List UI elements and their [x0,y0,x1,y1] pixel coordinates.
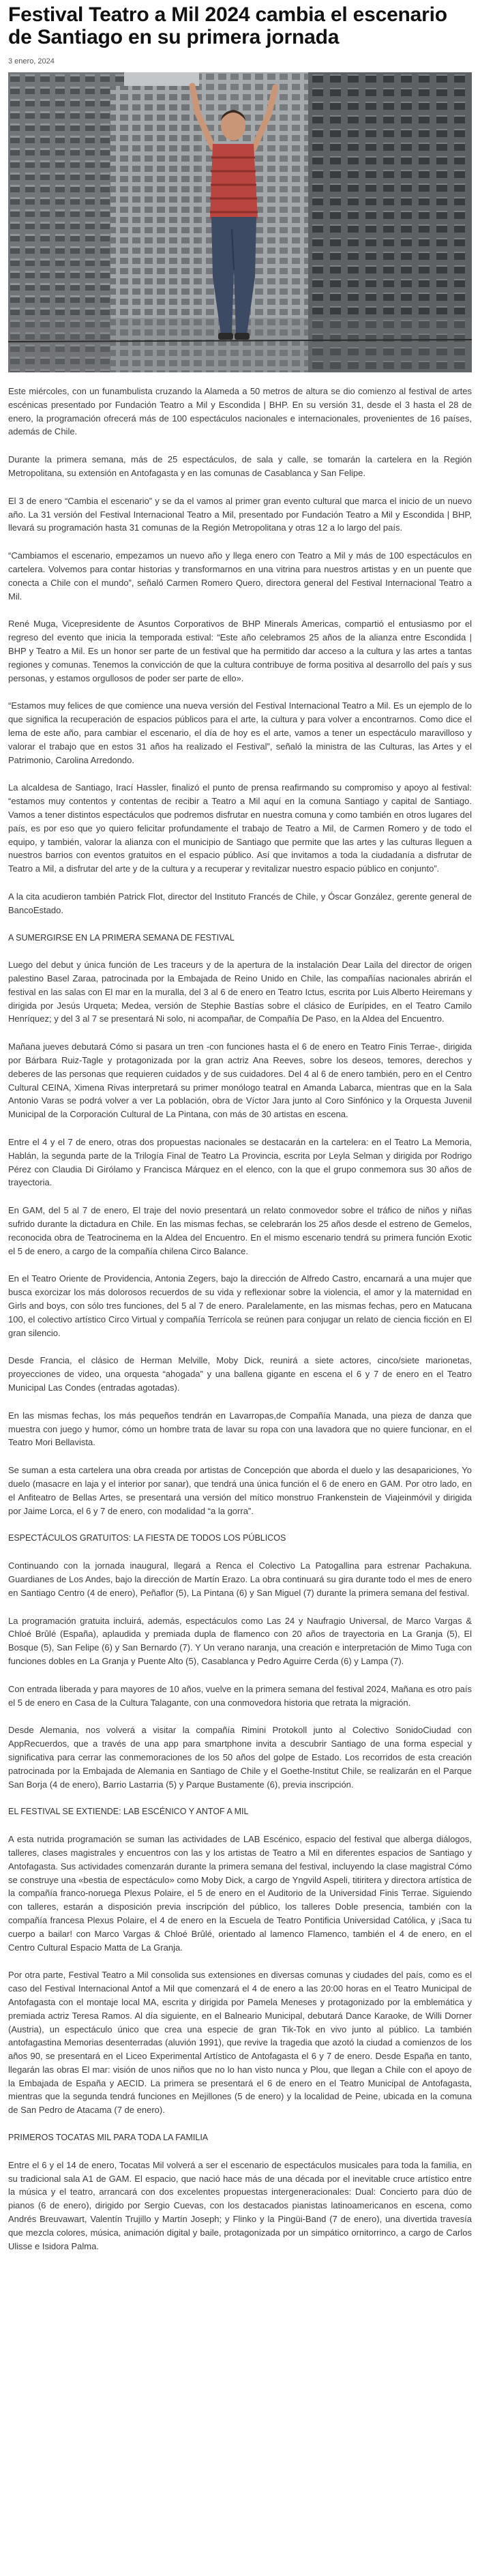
article-date: 3 enero, 2024 [8,57,55,65]
article-paragraph: La programación gratuita incluirá, además, espectáculos como Las 24 y Naufragio Universal, de Marco Vargas & Chloé Brûlé (España), aplaudida y premiada dupla de flamenco con 20 años de trayectoria en La Granja (5), El Bosque (5), San Felipe (6) y San Bernardo (7). Y Un verano naranja, una creación e interpretación de Mimo Tuga con funciones dobles en La Granja y Puente Alto (5), Casablanca y Pedro Aguirre Cerda (6) y Lampa (7). [8,1615,472,1666]
article-paragraph: La alcaldesa de Santiago, Irací Hassler, finalizó el punto de prensa reafirmando su compromiso y apoyo al festival: “estamos muy contentos y contentas de recibir a Teatro a Mil aquí en la comuna Santiago y capital de Santiago. Vamos a tener distintos espectáculos que podremos disfrutar en nuestra comuna y como también en otros lugares del país, es por eso que yo quiero felicitar profundamente el trabajo de Teatro a Mil, de Carmen Romero y de todo el equipo, y también, valorar la alianza con el municipio de Santiago que permite que las artes y las culturas lleguen a nuestros barrios con eventos gratuitos en el espacio público. Así que invitamos a toda la ciudadanía a disfrutar de Teatro a Mil, a disfrutar del arte y de la cultura y a recuperar y revitalizar nuestro espacio público en conjunto”. [8,782,472,874]
article-paragraph: “Cambiamos el escenario, empezamos un nuevo año y llega enero con Teatro a Mil y más de 100 espectáculos en cartelera. Volvemos para contar historias y transformarnos en una vitrina para nuestros artistas y en un puente que conecta a Chile con el mundo”, señaló Carmen Romero Quero, directora general del Festival Internacional Teatro a Mil. [8,550,472,602]
article-paragraph: A la cita acudieron también Patrick Flot, director del Instituto Francés de Chile, y Óscar González, gerente general de BancoEstado. [8,891,472,915]
article-paragraph: Con entrada liberada y para mayores de 10 años, vuelve en la primera semana del festival 2024, Mañana es otro país el 5 de enero en Casa de la Cultura Talagante, con una conmovedora historia que retrata la migración. [8,1683,472,1708]
section-heading: ESPECTÁCULOS GRATUITOS: LA FIESTA DE TODOS LOS PÚBLICOS [8,1533,286,1543]
article-paragraph: Luego del debut y única función de Les traceurs y de la apertura de la instalación Dear Laila del director de origen palestino Basel Zaraa, patrocinada por la Embajada de Reino Unido en Chile, las compañías nacionales abrirán el festival en las salas con El mar en la muralla, del 3 al 6 de enero en Teatro Ictus, escrita por Luis Alberto Heiremans y dirigida por Jesús Urqueta; Medea, versión de Stephie Bastías sobre el clásico de Eurípides, en el Teatro Camilo Henríquez; y del 3 al 7 se presentará Ni solo, ni acompañar, de Compañía De Paso, en la Aldea del Encuentro. [8,960,472,1024]
article-paragraph: En las mismas fechas, los más pequeños tendrán en Lavarropas,de Compañía Manada, una pieza de danza que muestra con juego y humor, cómo un hombre trata de lavar su ropa con una lavadora que no quiere funcionar, en el Teatro Mori Bellavista. [8,1410,472,1448]
article-paragraph: Desde Alemania, nos volverá a visitar la compañía Rimini Protokoll junto al Colectivo SonidoCiudad con AppRecuerdos, que a través de una app para smartphone invita a descubrir Santiago de una forma especial y significativa para cerrar las conmemoraciones de los 50 años del golpe de Estado. Los recorridos de esta creación patrocinada por la Embajada de Alemania en Santiago de Chile y el Goethe-Institut Chile, se realizarán en el Parque San Borja (4 de enero), Barrio Lastarria (5) y Parque Bustamente (6), previa inscripción. [8,1725,472,1790]
section-heading: A SUMERGIRSE EN LA PRIMERA SEMANA DE FESTIVAL [8,932,235,943]
article-paragraph: El 3 de enero “Cambia el escenario” y se da el vamos al primer gran evento cultural que marca el inicio de un nuevo año. La 31 versión del Festival Internacional Teatro a Mil, presentado por Fundación Teatro a Mil y Escondida | BHP, llevará su programación hasta 31 comunas de la Región Metropolitana y otras 12 a lo largo del país. [8,495,472,533]
tightrope-walker-photo-icon [8,72,472,372]
article-paragraph: Entre el 4 y el 7 de enero, otras dos propuestas nacionales se destacarán en la cartelera: en el Teatro La Memoria, Hablán, la segunda parte de la Trilogía Final de Teatro La Provincia, escrita por Leyla Selman y dirigida por Rodrigo Pérez con Claudia Di Girólamo y Francisca Márquez en el elenco, con la que el grupo conmemora sus 30 años de trayectoria. [8,1137,472,1188]
article-paragraph: En el Teatro Oriente de Providencia, Antonia Zegers, bajo la dirección de Alfredo Castro, encarnará a una mujer que busca exorcizar los más dolorosos recuerdos de su vida y reflexionar sobre la violencia, el amor y la maternidad en Girls and boys, con sólo tres funciones, del 5 al 7 de enero. Paralelamente, en las mismas fechas, pero en Matucana 100, el colectivo artístico Circo Virtual y compañía Terrícola se reúnen para conjugar un relato de ciencia ficción en El gran silencio. [8,1273,472,1338]
article-paragraph: Entre el 6 y el 14 de enero, Tocatas Mil volverá a ser el escenario de espectáculos musicales para toda la familia, en su tradicional sala A1 de GAM. El espacio, que nació hace más de una década por el inevitable cruce artístico entre la música y el teatro, arrancará con dos excelentes propuestas intergeneracionales: Dual: Concierto para dúo de pianos (6 de enero), dirigido por Sergio Cuevas, con los destacados pianistas latinoamericanos en escena, como Andrés Breuvawart, Valentín Trujillo y Martín Joseph; y Flinko y la Pingüi-Band (7 de enero), una divertida travesía que mezcla colores, música, animación digital y baile, protagonizada por un simpático ornitorrinco, a cargo de Carlos Ulisse e Isidora Palma. [8,2159,472,2251]
article-paragraph: Desde Francia, el clásico de Herman Melville, Moby Dick, reunirá a siete actores, cinco/siete marionetas, proyecciones de video, una orquesta “ahogada” y una ballena gigante en escena el 6 y 7 de enero en el Teatro Municipal Las Condes (entradas agotadas). [8,1355,472,1393]
article-paragraph: Mañana jueves debutará Cómo si pasara un tren -con funciones hasta el 6 de enero en Teatro Finis Terrae-, dirigida por Bárbara Ruiz-Tagle y protagonizada por la gran actriz Ana Reeves, sobre los deseos, temores, derechos y deberes de las personas que requieren cuidados y de sus cuidadores. Del 4 al 6 de enero también, pero en el Centro Cultural CEINA, Ximena Rivas interpretará su primer monólogo teatral en Amanda Labarca, mientras que en la Sala Antonio Varas se podrá volver a ver La población, obra de Víctor Jara junto al Coro Sinfónico y la Orquesta Juvenil Municipal de la Corporación Cultural de La Pintana, con más de 30 artistas en escena. [8,1041,472,1120]
article-body [8,385,472,2253]
article-paragraph: Durante la primera semana, más de 25 espectáculos, de sala y calle, se tomarán la cartelera en la Región Metropolitana, su extensión en Antofagasta y en las comunas de Casablanca y San Felipe. [8,454,472,478]
article-paragraph: Continuando con la jornada inaugural, llegará a Renca el Colectivo La Patogallina para estrenar Pachakuna. Guardianes de Los Andes, bajo la dirección de Martín Erazo. La obra continuará su gira durante todo el mes de enero en Santiago Centro (4 de enero), Peñaflor (5), La Pintana (6) y San Miguel (7) durante la primera semana del festival. [8,1560,472,1598]
article-paragraph: René Muga, Vicepresidente de Asuntos Corporativos de BHP Minerals Americas, compartió el entusiasmo por el regreso del evento que inicia la temporada estival: “Este año celebramos 25 años de la alianza entre Escondida | BHP y Teatro a Mil. Es un honor ser parte de un festival que ha permitido dar acceso a la cultura y las artes a tantas regiones y comunas. Tenemos la convicción de que la cultura contribuye de forma positiva al desarrollo del país y sus personas, y estamos orgullosos de poder ser parte de ello». [8,619,472,683]
section-heading: EL FESTIVAL SE EXTIENDE: LAB ESCÉNICO Y ANTOF A MIL [8,1807,249,1817]
article-paragraph: En GAM, del 5 al 7 de enero, El traje del novio presentará un relato conmovedor sobre el tráfico de niños y niñas sufrido durante la dictadura en Chile. En las mismas fechas, se celebrarán los 25 años desde el estreno de Gemelos, reconocida obra de Teatrocinema en la Aldea del Encuentro. En el mismo escenario tendrá su primera función Exotic el 5 de enero, a cargo de la compañía chilena Circo Balance. [8,1205,472,1256]
article-title: Festival Teatro a Mil 2024 cambia el escenario de Santiago en su primera jornada [8,3,447,48]
article-paragraph: Por otra parte, Festival Teatro a Mil consolida sus extensiones en diversas comunas y ciudades del país, como es el caso del Festival Internacional Antof a Mil que comenzará el 4 de enero a las 20:00 horas en el Teatro Municipal de Antofagasta con el montaje local MA, escrita y dirigida por Pamela Meneses y protagonizado por la emblemática y premiada actriz Teresa Ramos. Al día siguiente, en el Balneario Municipal, debutará Dance Karaoke, de Willi Dorner (Austria), un espectáculo único que crea una especie de gran Tik-Tok en vivo junto al público. La también antofagastina Memorias desenterradas (aluvión 1991), que revive la tragedia que azotó la ciudad a comienzos de los años 90, se presentará en el Liceo Experimental Artístico de Antofagasta el 6 y 7 de enero. Desde España en tanto, llegarán las obras El mar: visión de unos niños que no lo han visto nunca y Plou, que llegan a Chile con el apoyo de la Embajada de España y AECID. La primera se presentará el 6 de enero en el Teatro Municipal de Antofagasta, mientras que la segunda tendrá funciones en Mejillones (5 de enero) y la localidad de Peine, ubicada en la comuna de San Pedro de Atacama (7 de enero). [8,1970,472,2116]
article-paragraph: Este miércoles, con un funambulista cruzando la Alameda a 50 metros de altura se dio comienzo al festival de artes escénicas presentado por Fundación Teatro a Mil y Escondida | BHP. En su versión 31, desde el 3 hasta el 28 de enero, la programación ofrecerá más de 100 espectáculos nacionales e internacionales, provenientes de 16 países, además de Chile. [8,386,472,437]
article-paragraph: A esta nutrida programación se suman las actividades de LAB Escénico, espacio del festival que alberga diálogos, talleres, clases magistrales y encuentros con las y los artistas de Teatro a Mil en diferentes espacios de Santiago y Antofagasta. Sus actividades comenzarán durante la primera semana del festival, incluyendo la clase magistral Cómo se construye una «bestia de espectáculo» como Moby Dick, a cargo de Yngvild Aspeli, titiritera y directora artística de la compañía franco-noruega Plexus Polaire, el 5 de enero en el Auditorio de la Universidad Finis Terrae. Siguiendo con talleres, estarán a disposición previa inscripción del público, los talleres Doble presencia, también con la compañía francesa Plexus Polaire, el 4 de enero en la Escuela de Teatro Pontificia Universidad Católica, y ¡Saca tu cuerpo a bailar! con Marco Vargas & Chloé Brûlé, orientado al lamenco Flamenco, también el 4 de enero, en el Centro Cultural Espacio Matta de La Granja. [8,1834,472,1953]
section-heading: PRIMEROS TOCATAS MIL PARA TODA LA FAMILIA [8,2133,209,2143]
hero-image [8,72,472,372]
article-paragraph: Se suman a esta cartelera una obra creada por artistas de Concepción que aborda el duelo y las desapariciones, Yo duelo (masacre en laja y el interior por sanar), que tendrá una única función el 6 de enero en GAM. Por otro lado, en el Anfiteatro de Bellas Artes, se presentará una versión del mítico monstruo Frankenstein de Viajeinmóvil y dirigida por Jaime Lorca, el 6 y 7 de enero, con modalidad “a la gorra”. [8,1465,472,1516]
article-paragraph: “Estamos muy felices de que comience una nueva versión del Festival Internacional Teatro a Mil. Es un ejemplo de lo que significa la recuperación de espacios públicos para el arte, la cultura y para volver a encontrarnos. Como dice el lema de este año, para cambiar el escenario, el día de hoy es el arte, vamos a tener un espectáculo maravilloso y valorar el trabajo que en estos 31 años ha realizado el Festival”, señaló la ministra de las Culturas, las Artes y el Patrimonio, Carolina Arredondo. [8,700,472,765]
